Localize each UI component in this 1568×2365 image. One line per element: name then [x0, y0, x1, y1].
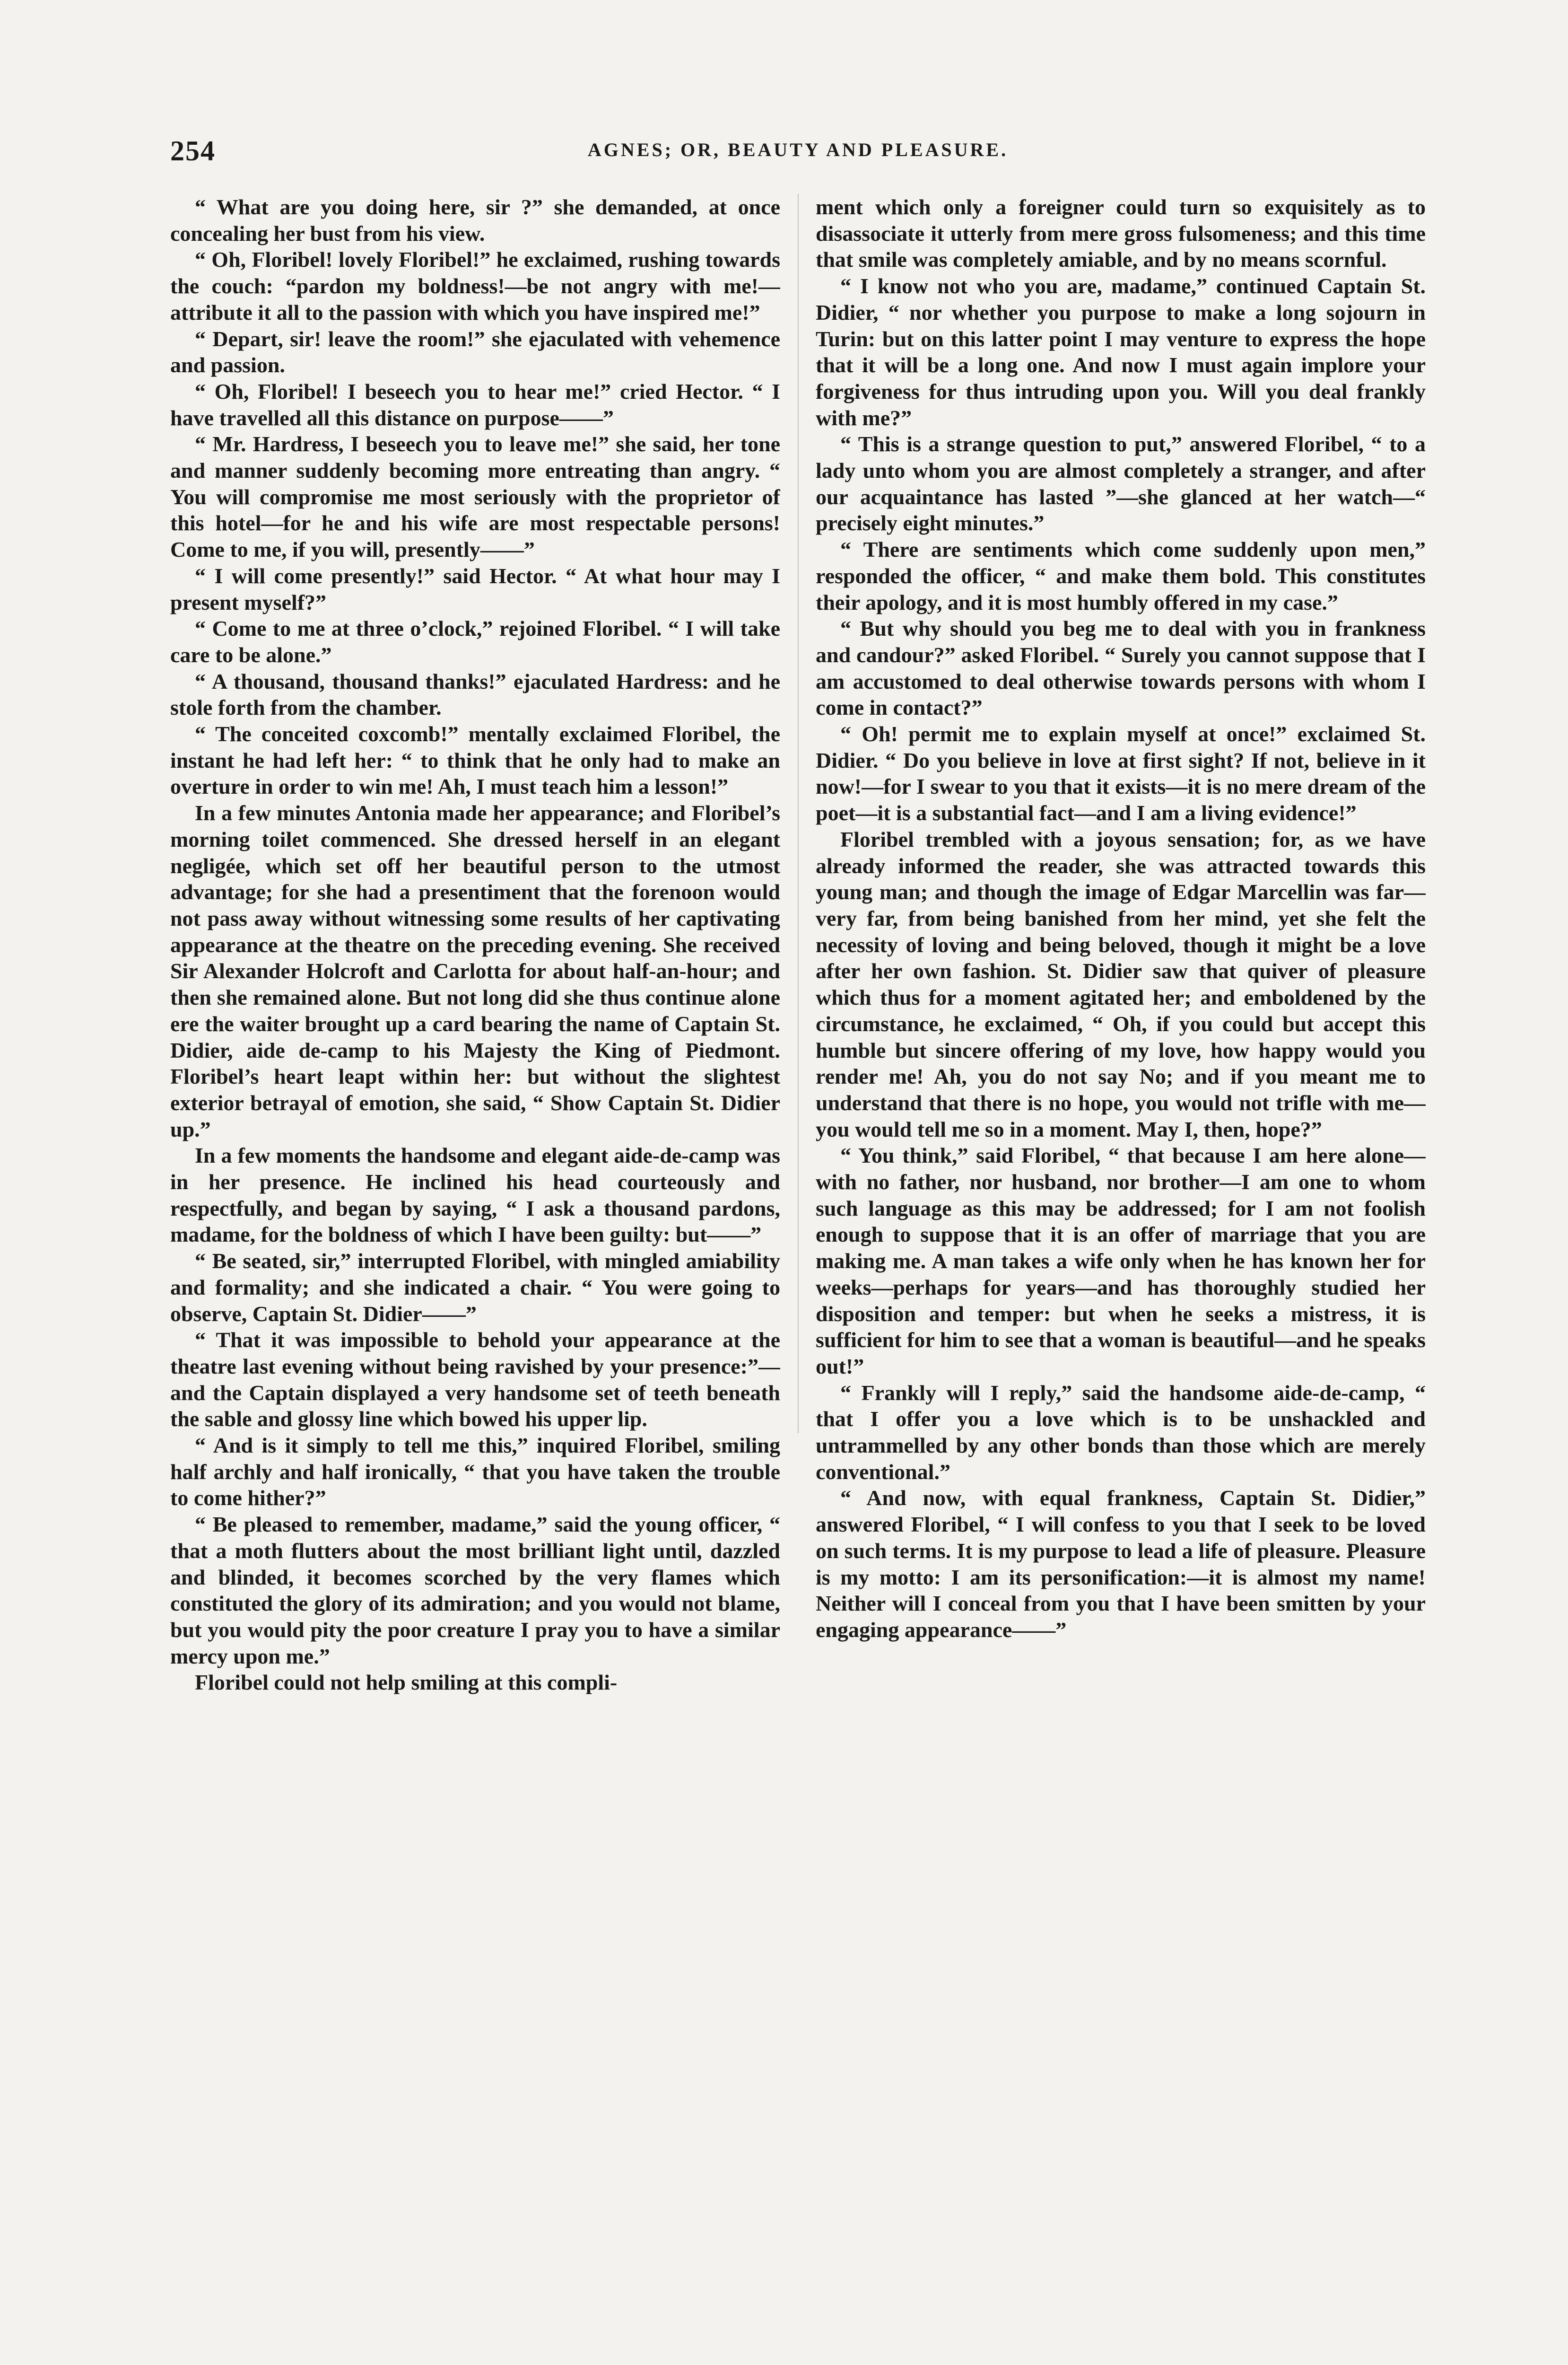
running-title: AGNES; OR, BEAUTY AND PLEASURE. — [587, 139, 1009, 160]
text-columns — [170, 194, 1426, 2346]
paragraph: “ Oh! permit me to explain myself at once!” exclaimed St. Didier. “ Do you believe in love at first sight? If not, believe in it now!—for I swear to you that it exists—it is no mere dream of the poet—it is a substantial fact—and I am a living evidence!” — [816, 722, 1426, 825]
paragraph: “ A thousand, thousand thanks!” ejaculated Hardress: and he stole forth from the chamber. — [170, 669, 780, 720]
paragraph: “ Come to me at three o’clock,” rejoined Floribel. “ I will take care to be alone.” — [170, 616, 780, 667]
paragraph: “ You think,” said Floribel, “ that because I am here alone—with no father, nor husband, nor brother—I am one to whom such language as this may be addressed; for I am not foolish enough to suppose that it is an offer of marriage that you are making me. A man takes a wife only when he has known her for weeks—perhaps for years—and has thoroughly studied her disposition and temper: but when he seeks a mistress, it is sufficient for him to see that a woman is beautiful—and he speaks out!” — [816, 1143, 1426, 1378]
paragraph: “ That it was impossible to behold your appearance at the theatre last evening without being ravished by your presence:”—and the Captain displayed a very handsome set of teeth beneath the sable and glossy line which bowed his upper lip. — [170, 1328, 780, 1431]
paragraph: “ There are sentiments which come suddenly upon men,” responded the officer, “ and make them bold. This constitutes their apology, and it is most humbly offered in my case.” — [816, 537, 1426, 614]
right-column — [816, 194, 1426, 2346]
paragraph: ment which only a foreigner could turn so exquisitely as to disassociate it utterly from mere gross fulsomeness; and this time that smile was completely amiable, and by no means scornful. — [816, 195, 1426, 272]
paragraph: “ Be pleased to remember, madame,” said the young officer, “ that a moth flutters about the most brilliant light until, dazzled and blinded, it becomes scorched by the very flames which constituted the glory of its admiration; and you would not blame, but you would pity the poor creature I pray you to have a similar mercy upon me.” — [170, 1512, 780, 1668]
paragraph: “ Oh, Floribel! lovely Floribel!” he exclaimed, rushing towards the couch: “pardon my boldness!—be not angry with me!—attribute it all to the passion with which you have inspired me!” — [170, 247, 780, 324]
paragraph: “ Frankly will I reply,” said the handsome aide-de-camp, “ that I offer you a love which is to be unshackled and untrammelled by any other bonds than those which are merely conventional.” — [816, 1380, 1426, 1484]
paragraph: “ But why should you beg me to deal with you in frankness and candour?” asked Floribel. “ Surely you cannot suppose that I am accustomed to deal otherwise towards persons with whom I come in contact?” — [816, 616, 1426, 720]
paragraph: “ This is a strange question to put,” answered Floribel, “ to a lady unto whom you are almost completely a stranger, and after our acquaintance has lasted ”—she glanced at her watch—“ precisely eight minutes.” — [816, 432, 1426, 535]
paragraph: “ Be seated, sir,” interrupted Floribel, with mingled amiability and formality; and she indicated a chair. “ You were going to observe, Captain St. Didier——” — [170, 1249, 780, 1326]
paragraph: “ And now, with equal frankness, Captain St. Didier,” answered Floribel, “ I will confess to you that I seek to be loved on such terms. It is my purpose to lead a life of pleasure. Pleasure is my motto: I am its personification:—it is almost my name! Neither will I conceal from you that I have been smitten by your engaging appearance——” — [816, 1486, 1426, 1642]
page-header — [170, 135, 1426, 177]
page-number: 254 — [170, 135, 216, 166]
paragraph: “ And is it simply to tell me this,” inquired Floribel, smiling half archly and half ironically, “ that you have taken the trouble to come hither?” — [170, 1433, 780, 1510]
paragraph: In a few moments the handsome and elegant aide-de-camp was in her presence. He inclined his head courteously and respectfully, and began by saying, “ I ask a thousand pardons, madame, for the boldness of which I have been guilty: but——” — [170, 1143, 780, 1247]
paragraph: “ I know not who you are, madame,” continued Captain St. Didier, “ nor whether you purpose to make a long sojourn in Turin: but on this latter point I may venture to express the hope that it will be a long one. And now I must again implore your forgiveness for thus intruding upon you. Will you deal frankly with me?” — [816, 274, 1426, 430]
paragraph: “ Depart, sir! leave the room!” she ejaculated with vehemence and passion. — [170, 326, 780, 377]
paragraph: “ The conceited coxcomb!” mentally exclaimed Floribel, the instant he had left her: “ to think that he only had to make an overture in order to win me! Ah, I must teach him a lesson!” — [170, 722, 780, 799]
paragraph: “ Mr. Hardress, I beseech you to leave me!” she said, her tone and manner suddenly becoming more entreating than angry. “ You will compromise me most seriously with the proprietor of this hotel—for he and his wife are most respectable persons! Come to me, if you will, presently——” — [170, 432, 780, 562]
paragraph: Floribel could not help smiling at this compli- — [195, 1670, 618, 1695]
left-column — [170, 194, 780, 2346]
column-divider — [798, 194, 799, 1433]
paragraph: “ Oh, Floribel! I beseech you to hear me!” cried Hector. “ I have travelled all this distance on purpose——” — [170, 379, 780, 430]
paragraph: “ I will come presently!” said Hector. “ At what hour may I present myself?” — [170, 563, 780, 614]
paragraph: “ What are you doing here, sir ?” she demanded, at once concealing her bust from his view. — [170, 195, 780, 245]
paragraph: Floribel trembled with a joyous sensation; for, as we have already informed the reader, she was attracted towards this young man; and though the image of Edgar Marcellin was far—very far, from being banished from her mind, yet she felt the necessity of loving and being beloved, though it might be a love after her own fashion. St. Didier saw that quiver of pleasure which thus for a moment agitated her; and emboldened by the circumstance, he exclaimed, “ Oh, if you could but accept this humble but sincere offering of my love, how happy would you render me! Ah, you do not say No; and if you meant me to understand that there is no hope, you would not trifle with me—you would tell me so in a moment. May I, then, hope?” — [816, 827, 1426, 1141]
paragraph: In a few minutes Antonia made her appearance; and Floribel’s morning toilet commenced. She dressed herself in an elegant negligée, which set off her beautiful person to the utmost advantage; for she had a presentiment that the forenoon would not pass away without witnessing some results of her captivating appearance at the theatre on the preceding evening. She received Sir Alexander Holcroft and Carlotta for about half-an-hour; and then she remained alone. But not long did she thus continue alone ere the waiter brought up a card bearing the name of Captain St. Didier, aide de-camp to his Majesty the King of Piedmont. Floribel’s heart leapt within her: but without the slightest exterior betrayal of emotion, she said, “ Show Captain St. Didier up.” — [170, 801, 780, 1141]
